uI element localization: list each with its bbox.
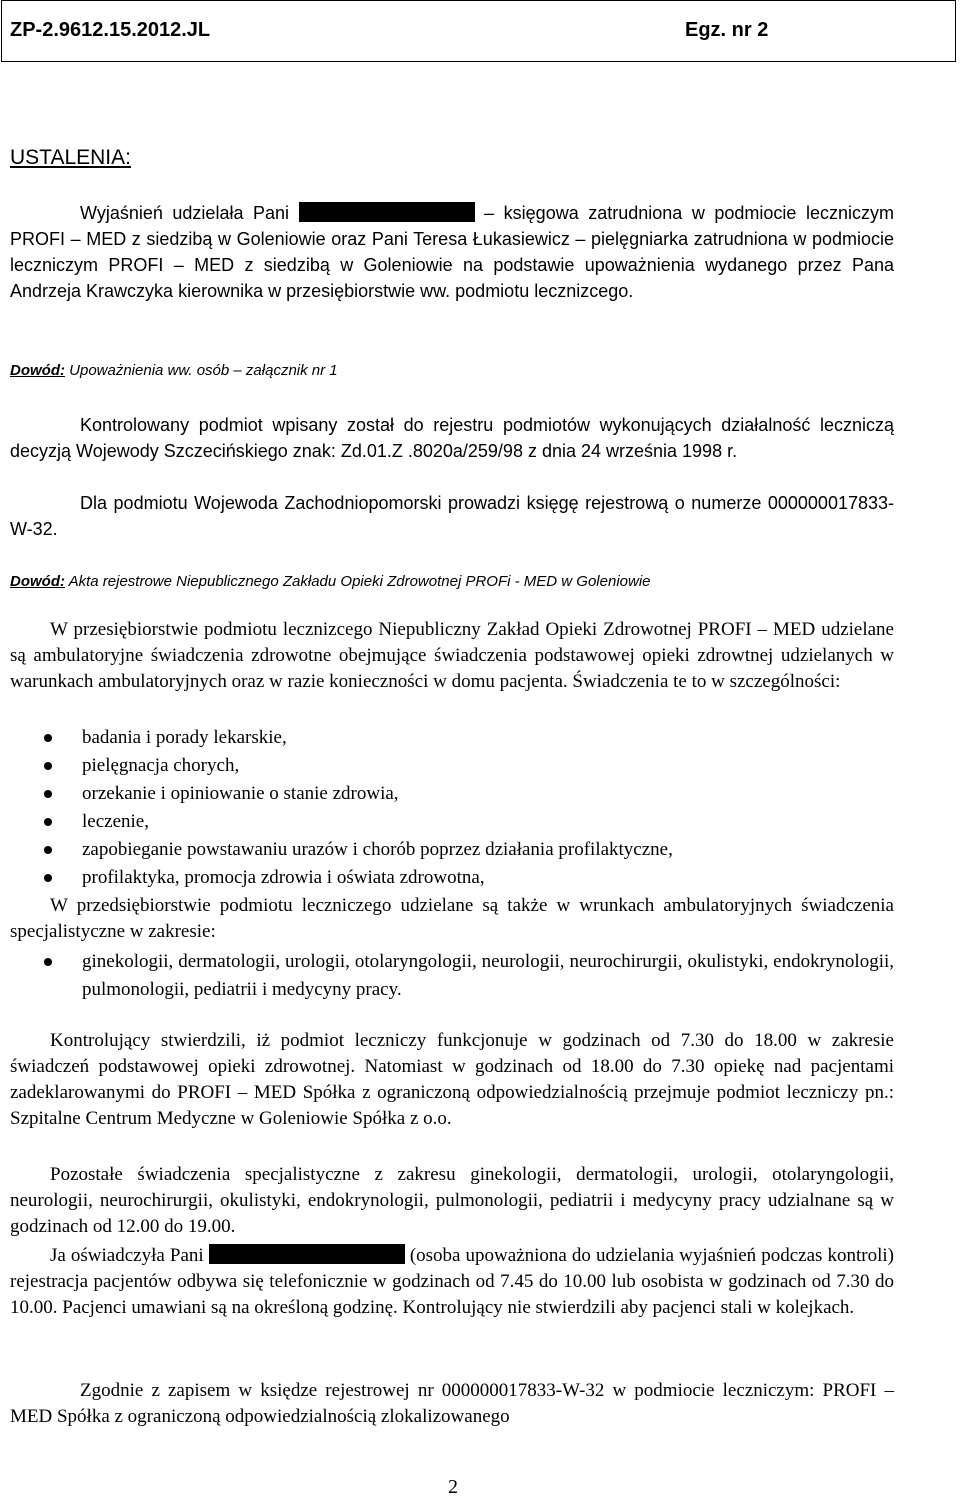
list-item: ginekologii, dermatologii, urologii, otolaryngologii, neurologii, neurochirurgii, okulistyki, endokrynologii, pulmonologii, pediatrii i medycyny pracy.: [10, 948, 894, 1004]
registration-text-end: (osoba upoważniona do udzielania wyjaśnień podczas kontroli) rejestracja pacjentów odbywa się telefonicznie w godzinach od 7.45 do 10.00 lub osobista w godzinach od 7.30 do 10.00. Pacjenci umawiani są na określoną godzinę. Kontrolujący nie stwierdzili aby pacjenci stali w kolejkach.: [10, 1245, 895, 1318]
specialist-paragraph: W przedsiębiorstwie podmiotu leczniczego udzielane są także w wrunkach ambulatoryjnych świadczenia specjalistyczne w zakresie:: [10, 895, 894, 942]
registry-book-paragraph: Dla podmiotu Wojewoda Zachodniopomorski prowadzi księgę rejestrową o numerze 000000017833-W-32.: [10, 493, 894, 539]
hours-paragraph: Kontrolujący stwierdzili, iż podmiot leczniczy funkcjonuje w godzinach od 7.30 do 18.00 w zakresie świadczeń podstawowej opieki zdrowotnej. Natomiast w godzinach od 18.00 do 7.30 opiekę nad pacjentami zadeklarowanymi do PROFI – MED Spółka z ograniczoną odpowiedzialnością przejmuje podmiot leczniczy pn.: Szpitalne Centrum Medyczne w Goleniowie Spółka z o.o.: [10, 1030, 894, 1129]
redacted-name: [299, 202, 475, 222]
intro-paragraph: [10, 200, 894, 304]
page-number: 2: [448, 1476, 458, 1498]
specialist-list: [10, 948, 894, 1004]
list-item: pielęgnacja chorych,: [10, 752, 894, 780]
services-paragraph: W przesiębiorstwie podmiotu lecznizcego Niepubliczny Zakład Opieki Zdrowotnej PROFI – MED udzielane są ambulatoryjne świadczenia zdrowotne obejmujące świadczenia podstawowej opieki zdrowtnej udzielanych w warunkach ambulatoryjnych oraz w razie konieczności w domu pacjenta. Świadczenia te to w szczególności:: [10, 619, 894, 692]
evidence-label: Dowód:: [10, 573, 65, 590]
section-heading: USTALENIA:: [10, 146, 131, 169]
list-item: zapobieganie powstawaniu urazów i chorób poprzez działania profilaktyczne,: [10, 836, 894, 864]
list-item: leczenie,: [10, 808, 894, 836]
list-item: badania i porady lekarskie,: [10, 724, 894, 752]
copy-number: Egz. nr 2: [685, 19, 769, 41]
document-header: [1, 0, 956, 62]
services-list: [10, 724, 894, 892]
registry-paragraph: Kontrolowany podmiot wpisany został do rejestru podmiotów wykonujących działalność leczniczą decyzją Wojewody Szczecińskiego znak: Zd.01.Z .8020a/259/98 z dnia 24 września 1998 r.: [10, 415, 894, 461]
intro-text-end: – księgowa zatrudniona w podmiocie leczniczym PROFI – MED z siedzibą w Goleniowie oraz Pani Teresa Łukasiewicz – pielęgniarka zatrudniona w podmiocie leczniczym PROFI – MED z siedzibą w Goleniowie na podstawie upoważnienia wydanego przez Pana Andrzeja Krawczyka kierownika w przesiębiorstwie ww. podmiotu lecznizcego.: [10, 203, 894, 301]
registration-paragraph: [10, 1243, 894, 1321]
closing-paragraph: Zgodnie z zapisem w księdze rejestrowej nr 000000017833-W-32 w podmiocie leczniczym: PROFI – MED Spółka z ograniczoną odpowiedzialnością zlokalizowanego: [10, 1380, 894, 1427]
registration-text-start: Ja oświadczyła Pani: [50, 1245, 204, 1266]
evidence-note-1: [10, 361, 338, 381]
redacted-name: [209, 1244, 405, 1264]
document-number: ZP-2.9612.15.2012.JL: [10, 19, 211, 41]
evidence-label: Dowód:: [10, 362, 65, 379]
list-item: orzekanie i opiniowanie o stanie zdrowia,: [10, 780, 894, 808]
specialist-hours-paragraph: Pozostałe świadczenia specjalistyczne z zakresu ginekologii, dermatologii, urologii, otolaryngologii, neurologii, neurochirurgii, okulistyki, endokrynologii, pulmonologii, pediatrii i medycyny pracy udzialnane są w godzinach od 12.00 do 19.00.: [10, 1164, 894, 1237]
evidence-text: Upoważnienia ww. osób – załącznik nr 1: [64, 362, 338, 379]
intro-text-start: Wyjaśnień udzielała Pani: [80, 203, 290, 223]
evidence-note-2: [10, 572, 651, 592]
evidence-text: Akta rejestrowe Niepublicznego Zakładu Opieki Zdrowotnej PROFi - MED w Goleniowie: [64, 573, 651, 590]
list-item: profilaktyka, promocja zdrowia i oświata zdrowotna,: [10, 864, 894, 892]
